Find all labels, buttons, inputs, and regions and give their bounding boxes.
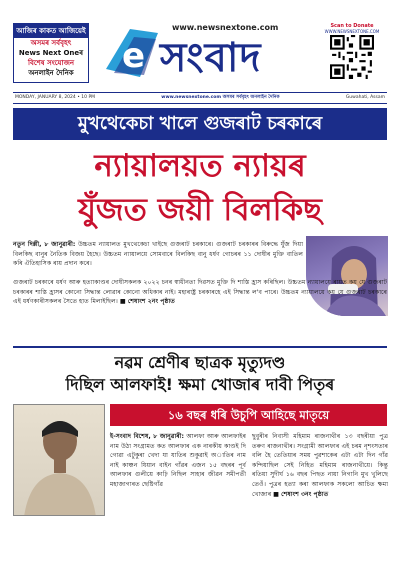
story2-headline-line1: নৱম শ্ৰেণীৰ ছাত্ৰক মৃত্যুদণ্ড: [114, 353, 286, 372]
story1-headline-line1: ন্যায়ালয়ত ন্যায়ৰ: [94, 148, 306, 184]
story1-continued-text: শেষাংশ ২নং পৃষ্ঠাত: [127, 298, 175, 306]
story1-body: [13, 240, 303, 269]
issue-date: MONDAY, JANUARY 8, 2024 • 10 PM: [15, 95, 96, 100]
donate-qr-panel[interactable]: [320, 23, 384, 89]
logo-letter: e: [122, 36, 146, 76]
story1-body-wide: গুজৰাট চৰকাৰে ধৰ্ষণ আৰু হত্যাকাণ্ডৰ দোষীসকলক ২০২২ চনৰ স্বাধীনতা দিৱসত মুক্তি দি শাস্তি হ্ৰাস কৰিছিল। উচ্চতম ন্যায়ালয়ে ৰায়ত কয় যে গুজৰাট চৰকাৰৰ শাস্তি হ্ৰাসৰ কোনো সিদ্ধান্ত লোৱাৰ কোনো অধিকাৰ নাই। মহাৰাষ্ট্ৰ চৰকাৰহে এই সিদ্ধান্ত ল'ব পাৰে। উচ্চতম ন্যায়ালয়ে কয় যে গুজৰাট চৰকাৰে এই ধৰ্ষণকাৰীসকলৰ সৈতে হাত মিলাইছিল।: [13, 279, 387, 306]
story1-continued-link[interactable]: ■ শেষাংশ ২নং পৃষ্ঠাত: [119, 298, 175, 306]
story1-body-continued: [13, 278, 387, 307]
promo-line: অসমৰ সৰ্ববৃহৎ: [30, 39, 72, 47]
story2-body-right: ছুবুৰীৰ নিবাসী মহিমাম ৰাজনাথীৰ ১৩ বছৰীয়া পুত্ৰ তৰুণ ৰাজনাথীৰ। সংগ্ৰামী আলফাৰ এই চৰম নৃশংসতাৰ বলি হৈ তেতিয়াৰ সময় পুৱশাকেৰ এটা এটা দিন গাঁৱ কন্দিয়াছিল সেই নিহিত মহিমাম ৰাজনাথীয়ে। কিন্তু ৰতিয়া সুদীৰ্ঘ ১৬ বছৰ পিছত নায়া নিগানি মুখ খুলিছে তেওঁ। পুত্ৰৰ হত্যা কৰা আলফাক সকলো আচিত ক্ষমা খোজাৰ: [252, 433, 388, 498]
promo-box: [13, 23, 89, 83]
story1-body-narrow: উচ্চতম ন্যায়ালত মুখথেকেচা খাইছে গুজৰাট চৰকাৰে। গুজৰাট চৰকাৰৰ বিৰুদ্ধে যুঁজ দিয়া বিলকিছ বানুৰ নৈতিক বিজয় হৈছে। উচ্চতম ন্যায়ালয়ে সোমবাৰে বিলকিছ বানু ধৰ্ষণ গোচৰৰ ১১ দোষীৰ মুক্তি বাতিল কৰি ঐতিহাসিক ৰায় প্ৰদান কৰে।: [13, 241, 304, 268]
tagline: www.newsnextone.com অসমৰ সৰ্ববৃহৎ অনলাইন দৈনিক: [161, 95, 280, 100]
qr-url: WWW.NEWSNEXTONE.COM: [324, 29, 380, 34]
brand-logo-icon: [100, 23, 164, 83]
story1-kicker: মুখথেকেচা খালে গুজৰাট চৰকাৰে: [13, 108, 387, 140]
story2-dateline: ই-সংবাদ বিশেষ, ৮ জানুৱাৰী:: [110, 433, 185, 440]
portrait-boy-icon: [14, 405, 105, 516]
story2-headline[interactable]: [13, 352, 387, 396]
issue-location: Guwahati, Assam: [345, 95, 385, 100]
promo-line: অনলাইন দৈনিক: [28, 69, 74, 77]
masthead: [0, 0, 400, 92]
promo-line: News Next Oneৰ: [18, 49, 84, 57]
qr-label: Scan to Donate: [330, 23, 374, 29]
story1-headline[interactable]: [13, 144, 387, 232]
site-url[interactable]: www.newsnextone.com: [172, 23, 279, 32]
story2-column-left: [110, 432, 246, 490]
story2-headline-line2: দিছিল আলফাই! ক্ষমা খোজাৰ দাবী পিতৃৰ: [65, 375, 335, 394]
story1-headline-line2: যুঁজত জয়ী বিলকিছ: [78, 192, 322, 228]
story1-dateline: নতুন দিল্লী, ৮ জানুৱাৰী:: [13, 241, 76, 248]
info-bar: [13, 92, 387, 104]
story2-sub-banner: ১৬ বছৰ ধৰি উচুপি আহিছে মাতৃয়ে: [110, 404, 387, 426]
story2-continued-text: শেষাংশ ৩নং পৃষ্ঠাত: [281, 490, 329, 498]
newspaper-title: সংবাদ: [160, 34, 262, 81]
qr-code-icon[interactable]: [330, 35, 374, 79]
story2-body-left: আলফা আৰু আলফাইৰ নাম উঠা সংগ্ৰামত কত আলফাৰ এক নাৰকীয় কাণ্ডই দি গোৱা এটুকুৰা খেদা যা যাতিৰ শুকুৱাই অাতিৰ নাম নাই কাঞ্চন যিয়ান বাইন গাঁৱৰ এজন ১৫ বছৰৰ পূৰ্ব আলফাৰ গুলীয়ে কাঢ়ি নিছিল সাহাৰ জীৱন সমীপৰ্তী মহাজাগাৰত ছেষ্টিগাঁৱ: [110, 433, 246, 488]
story2-continued-link[interactable]: ■ শেষাংশ ৩নং পৃষ্ঠাত: [273, 490, 329, 498]
promo-line: বিশেষ সংযোজন: [27, 59, 75, 67]
story2-photo: [13, 404, 105, 516]
promo-heading: আজিৰ কাকত আজিয়েই: [14, 24, 88, 38]
story2-column-right: [252, 432, 388, 499]
section-divider: [13, 346, 387, 348]
